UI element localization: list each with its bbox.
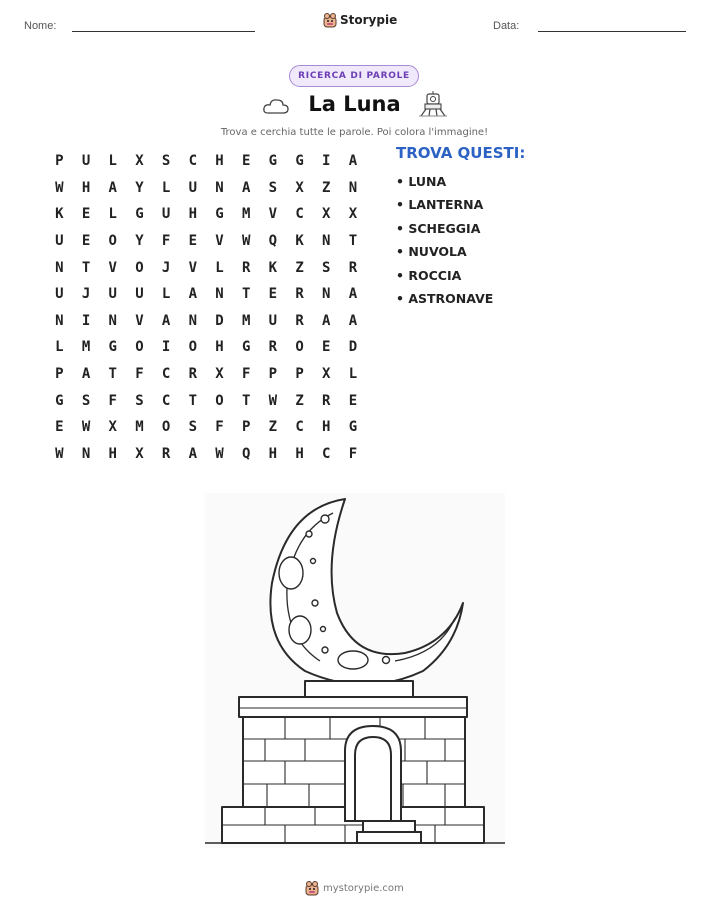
page-title: La Luna [308,92,401,116]
grid-cell[interactable]: I [322,153,331,170]
grid-cell[interactable]: R [241,259,251,276]
grid-cell[interactable]: U [135,286,144,303]
coloring-illustration [205,493,505,848]
grid-cell[interactable]: L [161,179,171,196]
grid-cell[interactable]: D [348,339,358,356]
grid-cell[interactable]: F [215,419,224,436]
grid-cell[interactable]: Q [268,233,278,250]
grid-cell[interactable]: N [322,233,331,250]
grid-cell[interactable]: G [241,339,251,356]
word-list-title: TROVA QUESTI: [396,144,526,162]
grid-cell[interactable]: E [268,286,278,303]
grid-cell[interactable]: U [268,312,278,329]
grid-row [46,148,366,175]
grid-cell[interactable]: X [348,206,358,223]
grid-cell[interactable]: N [215,179,224,196]
grid-cell[interactable]: T [81,259,91,276]
storypie-logo-icon [323,12,337,28]
grid-cell[interactable]: A [348,312,358,329]
grid-cell[interactable]: W [241,233,251,250]
grid-cell[interactable]: L [108,153,117,170]
grid-cell[interactable]: N [348,179,358,196]
grid-cell[interactable]: R [295,312,304,329]
grid-cell[interactable]: M [135,419,144,436]
grid-cell[interactable]: T [108,366,117,383]
grid-cell[interactable]: O [135,259,144,276]
grid-cell[interactable]: O [135,339,144,356]
grid-cell[interactable]: A [161,312,171,329]
grid-row [46,281,366,308]
brand-name: Storypie [340,13,398,27]
grid-cell[interactable]: N [55,259,64,276]
grid-cell[interactable]: E [348,392,358,409]
grid-cell[interactable]: P [55,366,64,383]
grid-cell[interactable]: E [241,153,251,170]
grid-cell[interactable]: A [348,286,358,303]
grid-cell[interactable]: J [161,259,171,276]
grid-cell[interactable]: A [348,153,358,170]
grid-cell[interactable]: V [188,259,197,276]
grid-cell[interactable]: S [81,392,91,409]
grid-cell[interactable]: A [108,179,117,196]
grid-cell[interactable]: R [322,392,331,409]
name-line [72,31,255,32]
grid-cell[interactable]: S [188,419,197,436]
grid-cell[interactable]: W [55,445,64,462]
grid-cell[interactable]: O [108,233,117,250]
grid-cell[interactable]: H [268,445,278,462]
grid-cell[interactable]: X [135,153,144,170]
grid-cell[interactable]: N [322,286,331,303]
grid-cell[interactable]: H [215,153,224,170]
grid-cell[interactable]: H [322,419,331,436]
grid-cell[interactable]: L [215,259,224,276]
grid-cell[interactable]: V [108,259,117,276]
footer-site: mystorypie.com [323,882,404,894]
grid-row [46,334,366,361]
grid-cell[interactable]: T [241,286,251,303]
grid-row [46,308,366,335]
grid-cell[interactable]: G [55,392,64,409]
grid-cell[interactable]: A [322,312,331,329]
grid-cell[interactable]: Z [295,259,304,276]
grid-cell[interactable]: R [268,339,278,356]
grid-cell[interactable]: Y [135,233,144,250]
grid-row [46,254,366,281]
grid-cell[interactable]: H [188,206,197,223]
brand [323,12,397,28]
grid-cell[interactable]: F [161,233,171,250]
grid-cell[interactable]: H [295,445,304,462]
grid-cell[interactable]: E [81,206,91,223]
grid-cell[interactable]: J [81,286,91,303]
date-line [538,31,686,32]
grid-cell[interactable]: S [268,179,278,196]
grid-cell[interactable]: G [135,206,144,223]
grid-cell[interactable]: N [108,312,117,329]
grid-cell[interactable]: W [81,419,91,436]
grid-cell[interactable]: C [188,153,197,170]
grid-cell[interactable]: M [81,339,91,356]
word-list-item: • NUVOLA [396,244,467,260]
grid-cell[interactable]: O [188,339,197,356]
grid-cell[interactable]: R [295,286,304,303]
grid-cell[interactable]: N [55,312,64,329]
grid-cell[interactable]: E [322,339,331,356]
grid-cell[interactable]: Z [268,419,278,436]
grid-cell[interactable]: A [81,366,91,383]
grid-cell[interactable]: N [81,445,91,462]
word-list [396,170,493,310]
grid-cell[interactable]: C [322,445,331,462]
grid-cell[interactable]: I [161,339,171,356]
grid-cell[interactable]: F [348,445,358,462]
word-search-grid [46,148,366,467]
grid-cell[interactable]: X [215,366,224,383]
storypie-logo-icon [305,880,319,896]
grid-cell[interactable]: Q [241,445,251,462]
grid-cell[interactable]: Y [135,179,144,196]
grid-cell[interactable]: K [55,206,64,223]
grid-cell[interactable]: M [241,206,251,223]
grid-cell[interactable]: C [161,366,171,383]
grid-cell[interactable]: I [81,312,91,329]
grid-cell[interactable]: R [348,259,358,276]
grid-cell[interactable]: S [322,259,331,276]
grid-cell[interactable]: U [108,286,117,303]
grid-cell[interactable]: P [295,366,304,383]
grid-cell[interactable]: L [55,339,64,356]
grid-cell[interactable]: P [241,419,251,436]
grid-cell[interactable]: Z [295,392,304,409]
grid-cell[interactable]: U [55,233,64,250]
grid-cell[interactable]: K [268,259,278,276]
grid-cell[interactable]: X [322,206,331,223]
grid-cell[interactable]: T [241,392,251,409]
grid-cell[interactable]: P [268,366,278,383]
grid-cell[interactable]: H [81,179,91,196]
grid-cell[interactable]: S [135,392,144,409]
grid-cell[interactable]: X [295,179,304,196]
grid-cell[interactable]: G [215,206,224,223]
grid-cell[interactable]: X [322,366,331,383]
date-label: Data: [493,20,520,32]
grid-cell[interactable]: U [81,153,91,170]
grid-cell[interactable]: O [161,419,171,436]
activity-badge: RICERCA DI PAROLE [289,65,419,87]
word-list-item: • ASTRONAVE [396,290,494,306]
grid-cell[interactable]: R [188,366,197,383]
grid-cell[interactable]: C [295,206,304,223]
grid-cell[interactable]: C [161,392,171,409]
word-list-item: • LUNA [396,174,447,189]
grid-cell[interactable]: L [348,366,358,383]
grid-cell[interactable]: G [348,419,358,436]
grid-cell[interactable]: E [81,233,91,250]
grid-cell[interactable]: O [215,392,224,409]
grid-cell[interactable]: H [215,339,224,356]
grid-cell[interactable]: T [188,392,197,409]
grid-cell[interactable]: Z [322,179,331,196]
moon-monument-illustration [205,493,505,848]
grid-row [46,175,366,202]
grid-cell[interactable]: X [108,419,117,436]
grid-cell[interactable]: D [215,312,224,329]
grid-cell[interactable]: U [161,206,171,223]
grid-cell[interactable]: L [161,286,171,303]
grid-cell[interactable]: R [161,445,171,462]
word-list-item: • SCHEGGIA [396,220,481,236]
grid-cell[interactable]: N [215,286,224,303]
grid-cell[interactable]: H [108,445,117,462]
word-list-item: • LANTERNA [396,197,484,213]
lunar-lander-icon [418,90,448,118]
grid-cell[interactable]: F [135,366,144,383]
grid-cell[interactable]: O [295,339,304,356]
grid-cell[interactable]: T [348,233,358,250]
grid-cell[interactable]: W [268,392,278,409]
grid-cell[interactable]: P [55,153,64,170]
grid-cell[interactable]: V [135,312,144,329]
grid-cell[interactable]: E [55,419,64,436]
grid-row [46,441,366,468]
grid-cell[interactable]: V [268,206,278,223]
grid-cell[interactable]: X [135,445,144,462]
grid-row [46,387,366,414]
grid-cell[interactable]: K [295,233,304,250]
name-label: Nome: [24,20,57,32]
grid-row [46,228,366,255]
grid-cell[interactable]: E [188,233,197,250]
grid-cell[interactable]: G [295,153,304,170]
grid-cell[interactable]: U [55,286,64,303]
instructions: Trova e cerchia tutte le parole. Poi colora l'immagine! [220,127,489,138]
grid-row [46,414,366,441]
grid-cell[interactable]: G [268,153,278,170]
grid-cell[interactable]: N [188,312,197,329]
grid-cell[interactable]: W [215,445,224,462]
grid-cell[interactable]: F [108,392,117,409]
grid-cell[interactable]: A [241,179,251,196]
grid-cell[interactable]: V [215,233,224,250]
grid-cell[interactable]: C [295,419,304,436]
grid-cell[interactable]: G [108,339,117,356]
grid-cell[interactable]: F [241,366,251,383]
grid-row [46,361,366,388]
grid-cell[interactable]: A [188,445,197,462]
grid-cell[interactable]: M [241,312,251,329]
grid-cell[interactable]: U [188,179,197,196]
grid-cell[interactable]: S [161,153,171,170]
word-list-item: • ROCCIA [396,267,462,283]
grid-row [46,201,366,228]
footer [305,880,404,896]
grid-cell[interactable]: A [188,286,197,303]
grid-cell[interactable]: L [108,206,117,223]
grid-cell[interactable]: W [55,179,64,196]
